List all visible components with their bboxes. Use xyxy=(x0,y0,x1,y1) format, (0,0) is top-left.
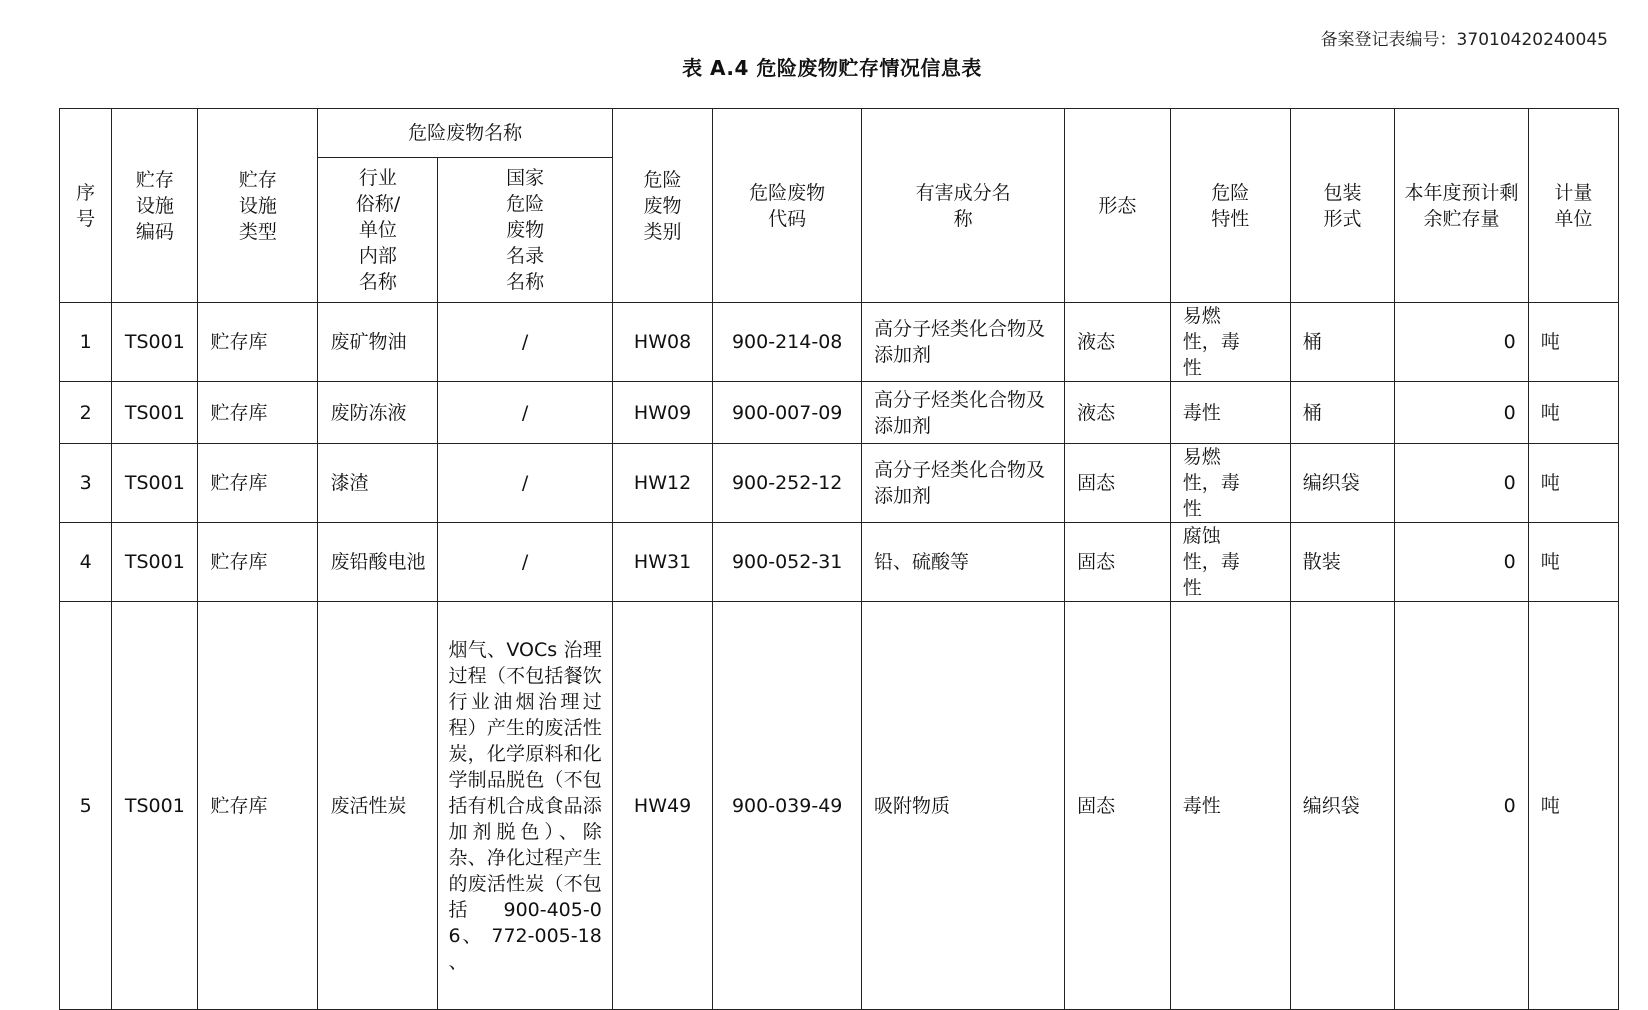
table-row xyxy=(60,382,1619,444)
header-facility-type: 贮存设施类型 xyxy=(198,109,318,303)
header-unit: 计量单位 xyxy=(1528,109,1618,303)
cell-package: 编织袋 xyxy=(1290,444,1395,523)
cell-national-name: / xyxy=(438,523,612,602)
cell-hazard: 毒性 xyxy=(1170,382,1290,444)
cell-package: 桶 xyxy=(1290,382,1395,444)
header-category: 危险废物类别 xyxy=(612,109,713,303)
cell-category: HW49 xyxy=(612,602,713,1010)
cell-category: HW09 xyxy=(612,382,713,444)
cell-facility-type: 贮存库 xyxy=(198,303,318,382)
cell-code: 900-007-09 xyxy=(713,382,862,444)
cell-harmful: 高分子烃类化合物及添加剂 xyxy=(862,444,1065,523)
cell-industry-name: 废矿物油 xyxy=(318,303,438,382)
cell-unit: 吨 xyxy=(1528,602,1618,1010)
cell-unit: 吨 xyxy=(1528,444,1618,523)
cell-category: HW31 xyxy=(612,523,713,602)
header-state: 形态 xyxy=(1065,109,1171,303)
cell-remaining: 0 xyxy=(1395,602,1528,1010)
cell-seq: 2 xyxy=(60,382,112,444)
cell-remaining: 0 xyxy=(1395,523,1528,602)
cell-hazard: 易燃性，毒性 xyxy=(1170,444,1290,523)
cell-state: 固态 xyxy=(1065,444,1171,523)
cell-seq: 1 xyxy=(60,303,112,382)
cell-package: 桶 xyxy=(1290,303,1395,382)
cell-national-name: / xyxy=(438,382,612,444)
cell-industry-name: 废铅酸电池 xyxy=(318,523,438,602)
cell-industry-name: 漆渣 xyxy=(318,444,438,523)
cell-code: 900-039-49 xyxy=(713,602,862,1010)
cell-hazard: 毒性 xyxy=(1170,602,1290,1010)
cell-national-name: / xyxy=(438,303,612,382)
cell-hazard: 腐蚀性，毒性 xyxy=(1170,523,1290,602)
cell-package: 散装 xyxy=(1290,523,1395,602)
header-hazard: 危险特性 xyxy=(1170,109,1290,303)
cell-unit: 吨 xyxy=(1528,303,1618,382)
cell-national-name: 烟气、VOCs 治理过程（不包括餐饮行业油烟治理过程）产生的废活性炭，化学原料和化学制品脱色（不包括有机合成食品添加剂脱色）、除杂、净化过程产生的废活性炭（不包括 900-405-06、 772-005-18 、 xyxy=(438,602,612,1010)
cell-state: 液态 xyxy=(1065,382,1171,444)
table-title: 表 A.4 危险废物贮存情况信息表 xyxy=(682,56,982,80)
table-row xyxy=(60,523,1619,602)
cell-unit: 吨 xyxy=(1528,382,1618,444)
cell-facility-code: TS001 xyxy=(112,303,198,382)
cell-remaining: 0 xyxy=(1395,303,1528,382)
cell-code: 900-252-12 xyxy=(713,444,862,523)
cell-facility-type: 贮存库 xyxy=(198,523,318,602)
cell-industry-name: 废活性炭 xyxy=(318,602,438,1010)
table-row xyxy=(60,602,1619,1010)
cell-facility-code: TS001 xyxy=(112,602,198,1010)
cell-state: 固态 xyxy=(1065,523,1171,602)
cell-code: 900-052-31 xyxy=(713,523,862,602)
cell-unit: 吨 xyxy=(1528,523,1618,602)
cell-remaining: 0 xyxy=(1395,382,1528,444)
cell-seq: 4 xyxy=(60,523,112,602)
cell-facility-code: TS001 xyxy=(112,523,198,602)
cell-seq: 3 xyxy=(60,444,112,523)
cell-remaining: 0 xyxy=(1395,444,1528,523)
cell-industry-name: 废防冻液 xyxy=(318,382,438,444)
cell-harmful: 高分子烃类化合物及添加剂 xyxy=(862,382,1065,444)
header-remaining: 本年度预计剩余贮存量 xyxy=(1395,109,1528,303)
header-seq: 序号 xyxy=(60,109,112,303)
header-waste-name-group: 危险废物名称 xyxy=(318,109,612,158)
header-national-name: 国家危险废物名录名称 xyxy=(438,158,612,303)
cell-facility-type: 贮存库 xyxy=(198,382,318,444)
hazardous-waste-storage-table xyxy=(59,108,1619,1010)
header-facility-code: 贮存设施编码 xyxy=(112,109,198,303)
cell-category: HW12 xyxy=(612,444,713,523)
cell-facility-code: TS001 xyxy=(112,382,198,444)
cell-state: 固态 xyxy=(1065,602,1171,1010)
header-package: 包装形式 xyxy=(1290,109,1395,303)
cell-hazard: 易燃性，毒性 xyxy=(1170,303,1290,382)
cell-facility-type: 贮存库 xyxy=(198,602,318,1010)
header-industry-name: 行业俗称/单位内部名称 xyxy=(318,158,438,303)
cell-harmful: 铅、硫酸等 xyxy=(862,523,1065,602)
cell-state: 液态 xyxy=(1065,303,1171,382)
cell-national-name: / xyxy=(438,444,612,523)
cell-harmful: 高分子烃类化合物及添加剂 xyxy=(862,303,1065,382)
table-row xyxy=(60,303,1619,382)
cell-category: HW08 xyxy=(612,303,713,382)
cell-package: 编织袋 xyxy=(1290,602,1395,1010)
cell-seq: 5 xyxy=(60,602,112,1010)
cell-harmful: 吸附物质 xyxy=(862,602,1065,1010)
header-harmful: 有害成分名称 xyxy=(862,109,1065,303)
cell-code: 900-214-08 xyxy=(713,303,862,382)
table-row xyxy=(60,444,1619,523)
header-code: 危险废物代码 xyxy=(713,109,862,303)
registration-number: 备案登记表编号：37010420240045 xyxy=(1320,30,1608,50)
cell-facility-type: 贮存库 xyxy=(198,444,318,523)
cell-facility-code: TS001 xyxy=(112,444,198,523)
